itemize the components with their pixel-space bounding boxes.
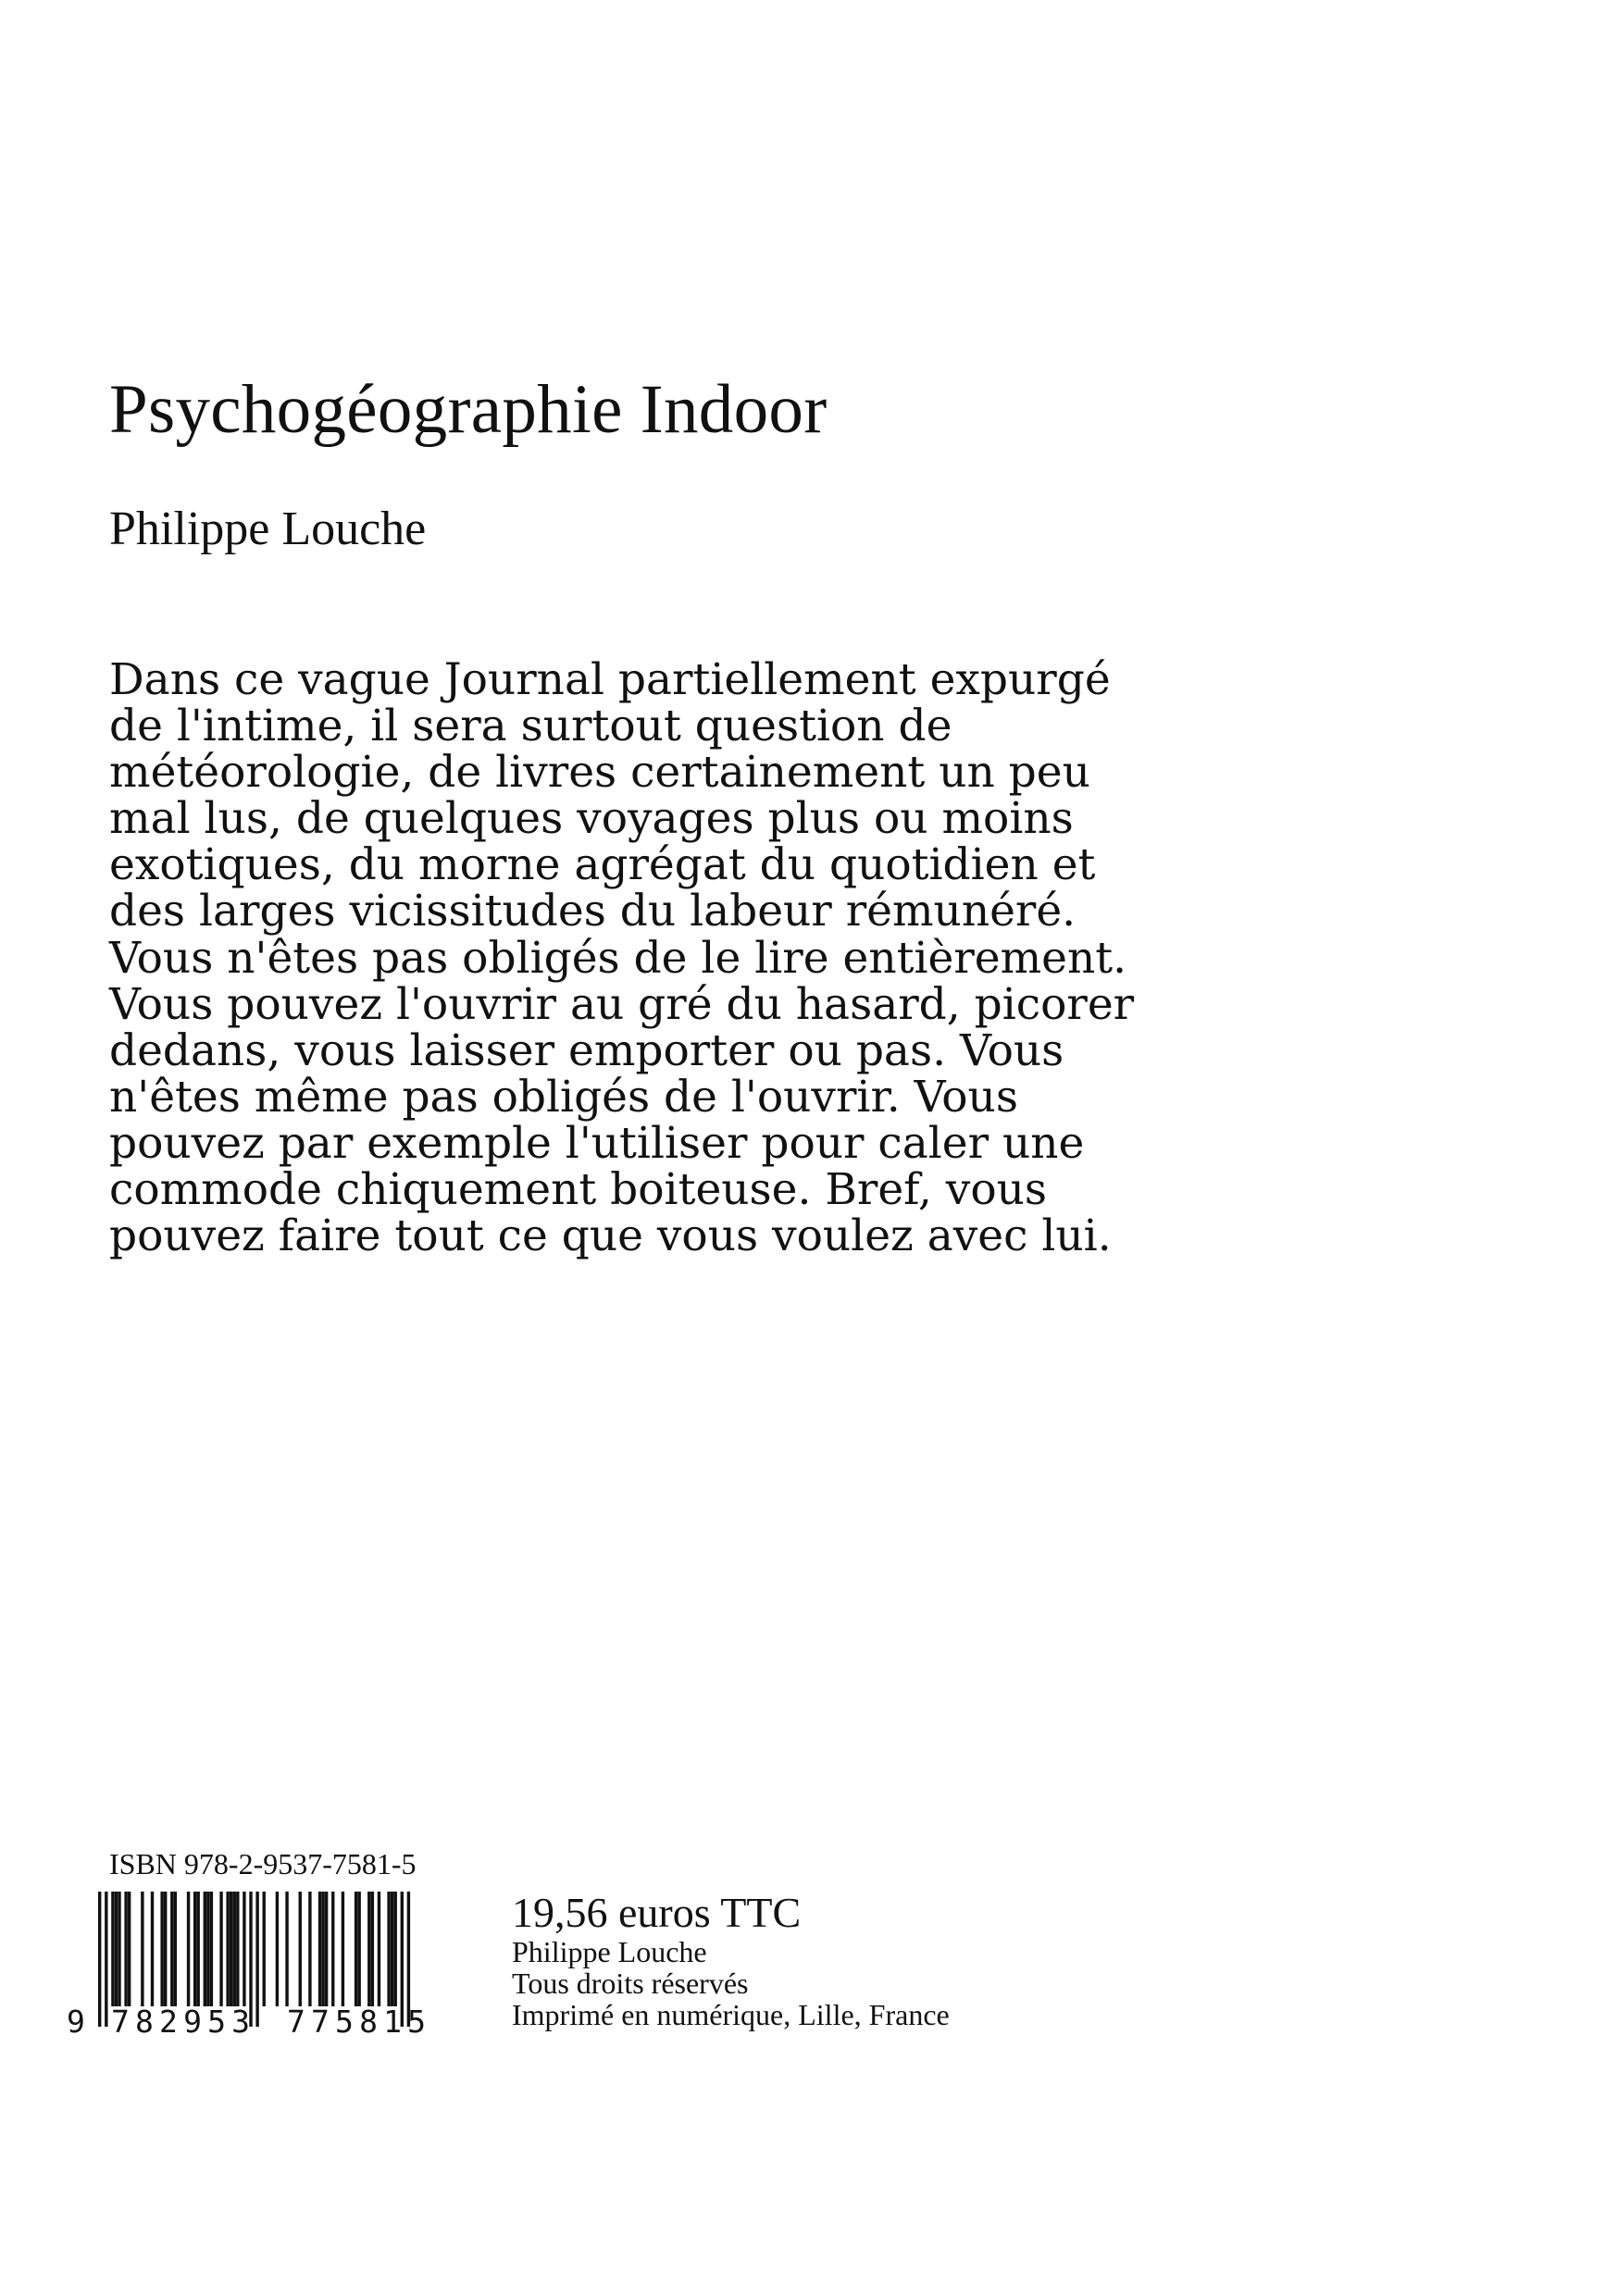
barcode-bar <box>170 1892 173 2006</box>
barcode-bar <box>394 1892 397 2006</box>
pricing-and-rights <box>512 1890 1345 2030</box>
blurb-line: pouvez par exemple l'utiliser pour caler une <box>109 1117 1085 1169</box>
barcode-bar <box>210 1892 213 2006</box>
book-author: Philippe Louche <box>109 503 427 555</box>
barcode-bar <box>128 1892 131 2006</box>
isbn-label: ISBN 978-2-9537-7581-5 <box>109 1847 417 1880</box>
barcode-bar <box>391 1892 393 2006</box>
barcode-bar <box>151 1892 154 2006</box>
blurb-line: météorologie, de livres certainement un peu <box>109 747 1090 799</box>
blurb-line: des larges vicissitudes du labeur rémunéré. <box>109 886 1077 937</box>
barcode-bar <box>325 1892 328 2006</box>
publisher: Philippe Louche <box>512 1935 707 1968</box>
barcode-bar <box>371 1892 374 2006</box>
barcode-bar <box>219 1892 222 2006</box>
barcode-bar <box>141 1892 143 2006</box>
barcode-bar <box>342 1892 344 2006</box>
blurb-line: commode chiquement boiteuse. Bref, vous <box>109 1164 1048 1216</box>
barcode-right-digits: 775815 <box>287 2004 426 2040</box>
rights-notice: Tous droits réservés <box>512 1967 749 2000</box>
barcode-bar <box>378 1892 380 2006</box>
barcode-bar <box>276 1892 279 2006</box>
barcode-bar <box>243 1892 245 2006</box>
blurb-line: Dans ce vague Journal partiellement expurgé <box>109 654 1111 705</box>
isbn-barcode <box>67 1886 455 2040</box>
barcode-bar <box>160 1892 163 2006</box>
barcode-bar <box>174 1892 177 2006</box>
barcode-bar <box>321 1892 324 2006</box>
barcode-graphic <box>67 1886 455 2040</box>
barcode-bar <box>193 1892 196 2006</box>
barcode-bar <box>230 1892 232 2006</box>
blurb-line: Vous n'êtes pas obligés de le lire entièrement. <box>109 932 1127 984</box>
barcode-bar <box>187 1892 190 2006</box>
blurb-line: exotiques, du morne agrégat du quotidien et <box>109 839 1096 891</box>
price: 19,56 euros TTC <box>512 1889 802 1936</box>
blurb-line: Vous pouvez l'ouvrir au gré du hasard, picorer <box>109 978 1135 1030</box>
blurb-line: n'êtes même pas obligés de l'ouvrir. Vous <box>109 1071 1018 1123</box>
barcode-bar <box>115 1892 118 2006</box>
blurb-line: dedans, vous laisser emporter ou pas. Vous <box>109 1024 1064 1076</box>
barcode-bar <box>299 1892 302 2006</box>
barcode-bar <box>111 1892 114 2006</box>
barcode-left-digits: 782953 <box>111 2004 250 2040</box>
barcode-bar <box>118 1892 120 2006</box>
barcode-bar <box>318 1892 321 2006</box>
barcode-bar <box>105 1892 107 2027</box>
barcode-bar <box>98 1892 101 2027</box>
blurb-line: mal lus, de quelques voyages plus ou moins <box>109 793 1074 845</box>
barcode-bar <box>124 1892 127 2006</box>
barcode-bar <box>255 1892 258 2027</box>
barcode-bar <box>308 1892 311 2006</box>
barcode-bar <box>236 1892 239 2006</box>
barcode-bar <box>263 1892 266 2006</box>
barcode-bar <box>367 1892 370 2006</box>
barcode-bar <box>204 1892 206 2006</box>
barcode-bar <box>357 1892 360 2006</box>
barcode-bar <box>164 1892 167 2006</box>
printing-notice: Imprimé en numérique, Lille, France <box>512 1998 950 2031</box>
barcode-bar <box>285 1892 288 2006</box>
blurb-line: pouvez faire tout ce que vous voulez avec lui. <box>109 1210 1112 1262</box>
barcode-bar <box>355 1892 357 2006</box>
barcode-bar <box>387 1892 390 2006</box>
book-title: Psychogéographie Indoor <box>109 371 828 448</box>
barcode-bar <box>226 1892 229 2006</box>
book-blurb <box>109 654 1257 1262</box>
blurb-line: de l'intime, il sera surtout question de <box>109 701 952 752</box>
barcode-bar <box>331 1892 334 2006</box>
barcode-bar <box>206 1892 209 2006</box>
barcode-bar <box>233 1892 236 2006</box>
barcode-bar <box>197 1892 200 2006</box>
barcode-lead-digit: 9 <box>67 2004 85 2040</box>
